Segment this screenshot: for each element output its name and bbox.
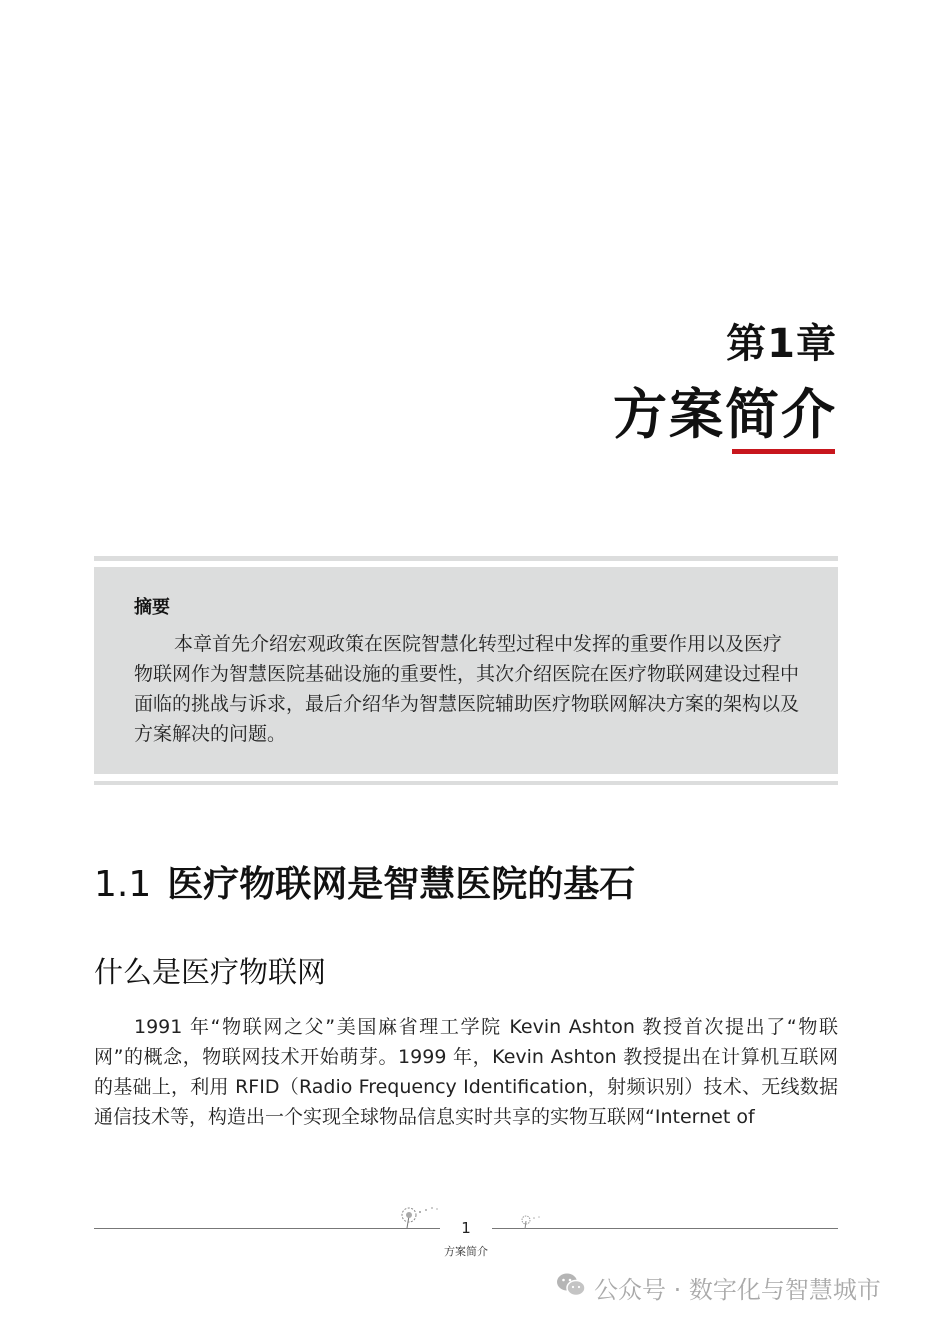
section-title (94, 856, 635, 907)
chapter-number: 第1章 (726, 321, 837, 367)
subsection-title: 什么是医疗物联网 (94, 955, 327, 989)
watermark-text: 公众号 · 数字化与智慧城市 (594, 1276, 881, 1304)
abstract-bottom-rule (94, 781, 838, 785)
abstract-box (94, 567, 838, 774)
section-title-text: 医疗物联网是智慧医院的基石 (167, 864, 636, 905)
chapter-accent-rule (732, 449, 835, 454)
body-paragraph: 1991 年“物联网之父”美国麻省理工学院 Kevin Ashton 教授首次提出了“物联网”的概念，物联网技术开始萌芽。1999 年，Kevin Ashton 教授提出在计算机互联网的基础上，利用 RFID（Radio Frequency Identification，射频识别）技术、无线数据通信技术等，构造出一个实现全球物品信息实时共享的实物互联网“Internet of (94, 1016, 838, 1128)
watermark (556, 1270, 881, 1305)
wechat-icon (556, 1272, 586, 1304)
footer-chapter-label: 方案简介 (444, 1245, 488, 1258)
page-number: 1 (461, 1219, 471, 1237)
abstract-text: 本章首先介绍宏观政策在医院智慧化转型过程中发挥的重要作用以及医疗物联网作为智慧医院基础设施的重要性，其次介绍医院在医疗物联网建设过程中面临的挑战与诉求，最后介绍华为智慧医院辅助医疗物联网解决方案的架构以及方案解决的问题。 (134, 633, 800, 745)
chapter-title: 方案简介 (613, 383, 837, 446)
abstract-heading: 摘要 (134, 597, 170, 618)
abstract-top-rule (94, 556, 838, 561)
section-number: 1.1 (94, 864, 152, 905)
